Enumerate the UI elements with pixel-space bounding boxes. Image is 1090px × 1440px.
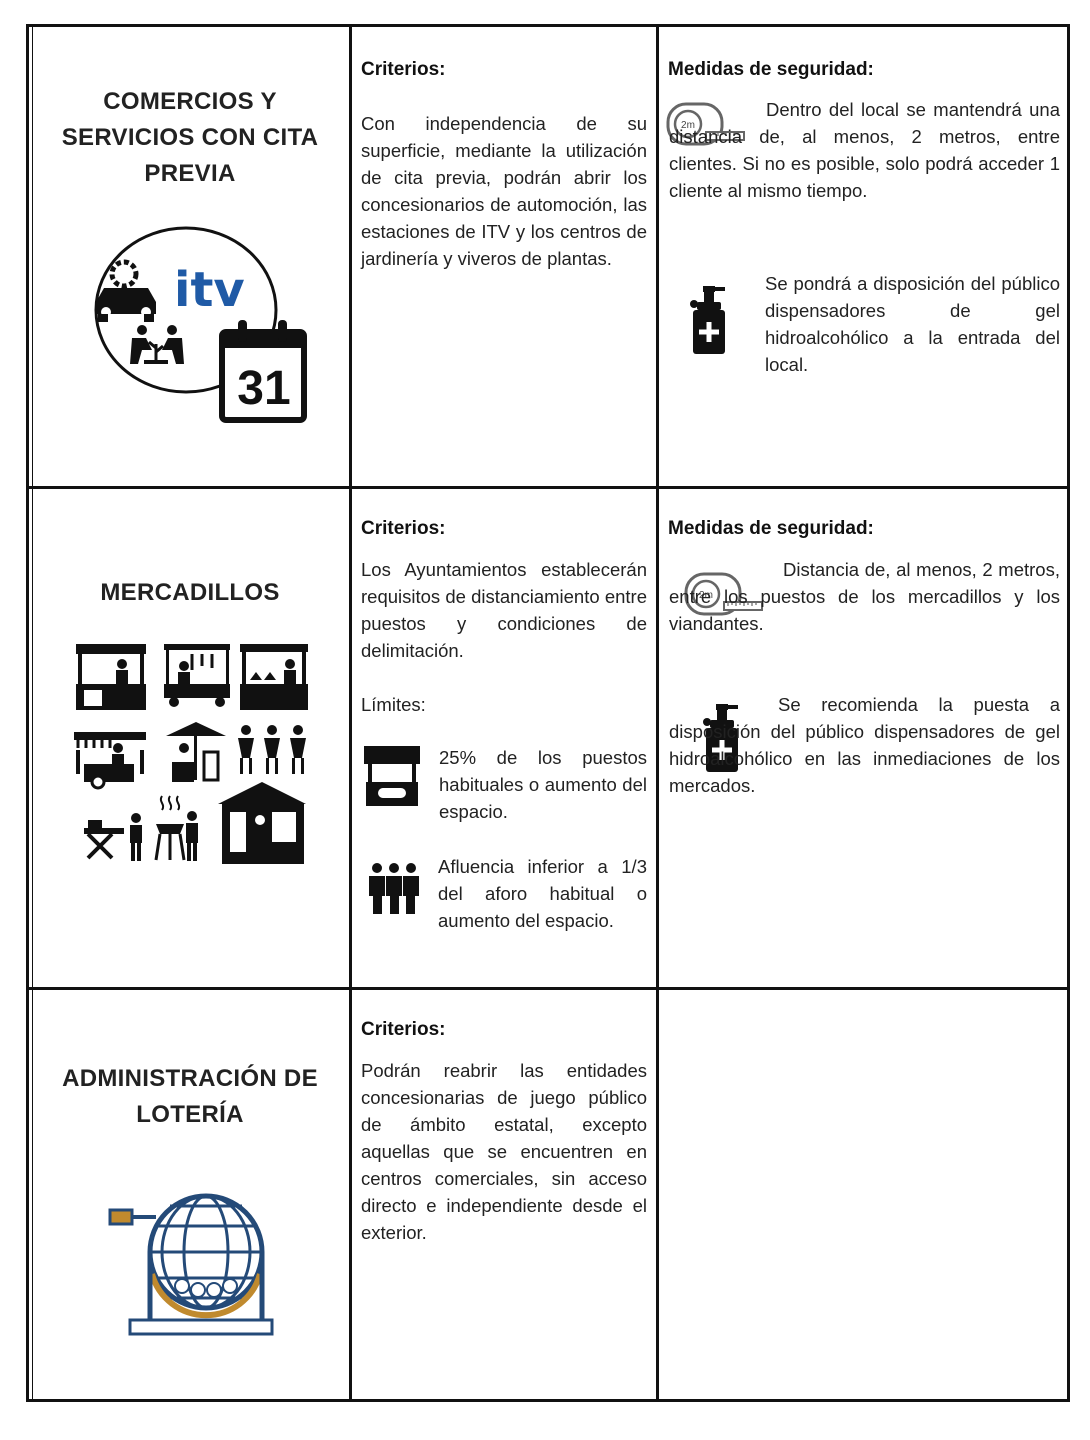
criteria-heading: Criterios:	[361, 518, 446, 539]
svg-text:itv: itv	[174, 262, 245, 318]
criteria-text: Con independencia de su superficie, mediante la utilización de cita previa, podrán abrir los concesionarios de automoción, las estaciones de ITV y los centros de jardinería y viveros de plantas.	[361, 113, 647, 269]
sanitizer-icon	[689, 286, 729, 358]
crowd-icon	[369, 862, 419, 916]
safety-gel-text: Se pondrá a disposición del público dispensadores de gel hidroalcohólico a la entrada del local.	[765, 273, 1060, 375]
criteria-heading: Criterios:	[361, 1019, 446, 1040]
limit-stalls-text: 25% de los puestos habituales o aumento del espacio.	[439, 747, 647, 822]
criteria-heading: Criterios:	[361, 59, 446, 80]
safety-heading: Medidas de seguridad:	[668, 59, 874, 80]
limits-heading: Límites:	[361, 694, 426, 715]
section-title-mercadillos: MERCADILLOS	[100, 579, 280, 606]
section-title-comercios: COMERCIOS Y SERVICIOS CON CITA PREVIA	[61, 88, 319, 187]
market-stalls-icon	[72, 640, 312, 868]
row-divider	[29, 486, 1067, 489]
safety-distance-text: Distancia de, al menos, 2 metros, entre los puestos de los mercadillos y los viandantes.	[669, 559, 1060, 634]
car-service-itv-gardening-icon	[74, 224, 314, 424]
lottery-drum-icon	[106, 1190, 276, 1338]
row-divider	[29, 987, 1067, 990]
safety-distance-text: Dentro del local se mantendrá una distancia de, al menos, 2 metros, entre clientes. Si no es posible, solo podrá acceder 1 cliente al mismo tiempo.	[669, 99, 1060, 201]
limit-capacity-text: Afluencia inferior a 1/3 del aforo habitual o aumento del espacio.	[438, 856, 647, 931]
safety-heading: Medidas de seguridad:	[668, 518, 874, 539]
column-divider	[656, 27, 659, 1399]
column-divider	[349, 27, 352, 1399]
left-border-line	[32, 27, 33, 1399]
stall-icon	[364, 746, 420, 808]
section-title-loteria: ADMINISTRACIÓN DE LOTERÍA	[62, 1065, 318, 1128]
safety-gel-text: Se recomienda la puesta a disposición del público dispensadores de gel hidroalcohólico en las inmediaciones de los mercados.	[669, 694, 1060, 796]
criteria-text: Podrán reabrir las entidades concesionarias de juego público de ámbito estatal, excepto aquellas que se encuentren en centros comerciales, sin acceso directo e independiente desde el exterior.	[361, 1060, 647, 1243]
svg-text:31: 31	[237, 362, 291, 415]
criteria-text: Los Ayuntamientos establecerán requisitos de distanciamiento entre puestos y condiciones de delimitación.	[361, 559, 647, 661]
